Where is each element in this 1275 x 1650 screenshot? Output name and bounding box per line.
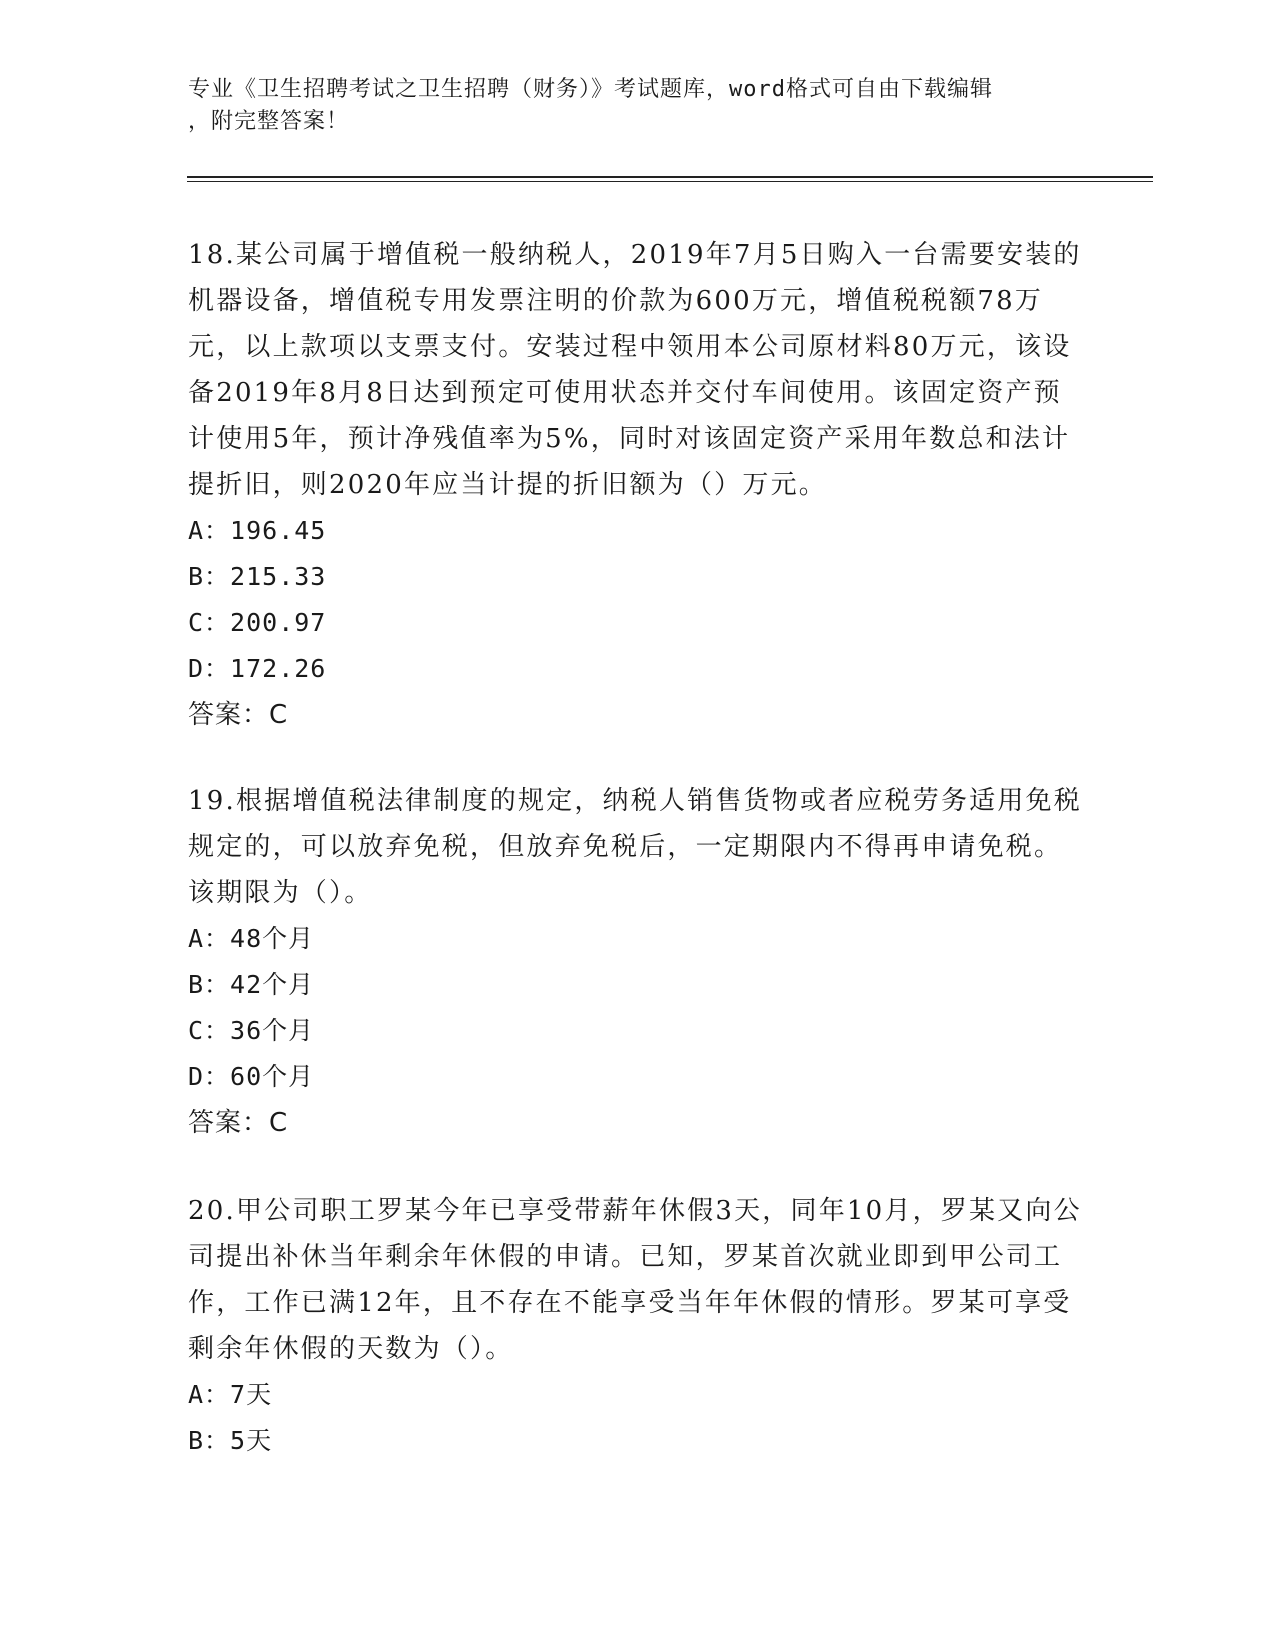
header-line-1: 专业《卫生招聘考试之卫生招聘（财务）》考试题库，word格式可自由下载编辑 bbox=[188, 77, 993, 102]
question-stem: 19.根据增值税法律制度的规定，纳税人销售货物或者应税劳务适用免税规定的，可以放弃免税，但放弃免税后，一定期限内不得再申请免税。该期限为（）。 bbox=[188, 786, 1082, 908]
question-18 bbox=[188, 232, 1088, 738]
option-c: C：200.97 bbox=[188, 608, 327, 637]
answer-line: 答案：C bbox=[188, 1108, 289, 1138]
question-20 bbox=[188, 1188, 1088, 1464]
question-stem: 20.甲公司职工罗某今年已享受带薪年休假3天，同年10月，罗某又向公司提出补休当年剩余年休假的申请。已知，罗某首次就业即到甲公司工作，工作已满12年，且不存在不能享受当年年休假的情形。罗某可享受剩余年休假的天数为（）。 bbox=[188, 1196, 1082, 1364]
question-stem: 18.某公司属于增值税一般纳税人，2019年7月5日购入一台需要安装的机器设备，增值税专用发票注明的价款为600万元，增值税税额78万元，以上款项以支票支付。安装过程中领用本公司原材料80万元，该设备2019年8月8日达到预定可使用状态并交付车间使用。该固定资产预计使用5年，预计净残值率为5%，同时对该固定资产采用年数总和法计提折旧，则2020年应当计提的折旧额为（）万元。 bbox=[188, 240, 1082, 500]
option-d: D：60个月 bbox=[188, 1062, 315, 1091]
option-b: B：215.33 bbox=[188, 562, 327, 591]
option-b: B：42个月 bbox=[188, 970, 315, 999]
header-line-2: ，附完整答案！ bbox=[188, 109, 350, 134]
option-b: B：5天 bbox=[188, 1426, 273, 1455]
option-a: A：7天 bbox=[188, 1380, 273, 1409]
answer-line: 答案：C bbox=[188, 700, 289, 730]
header-divider bbox=[187, 176, 1153, 182]
option-a: A：196.45 bbox=[188, 516, 327, 545]
page-header bbox=[188, 74, 1068, 138]
question-19 bbox=[188, 778, 1088, 1146]
option-c: C：36个月 bbox=[188, 1016, 315, 1045]
option-d: D：172.26 bbox=[188, 654, 327, 683]
option-a: A：48个月 bbox=[188, 924, 315, 953]
